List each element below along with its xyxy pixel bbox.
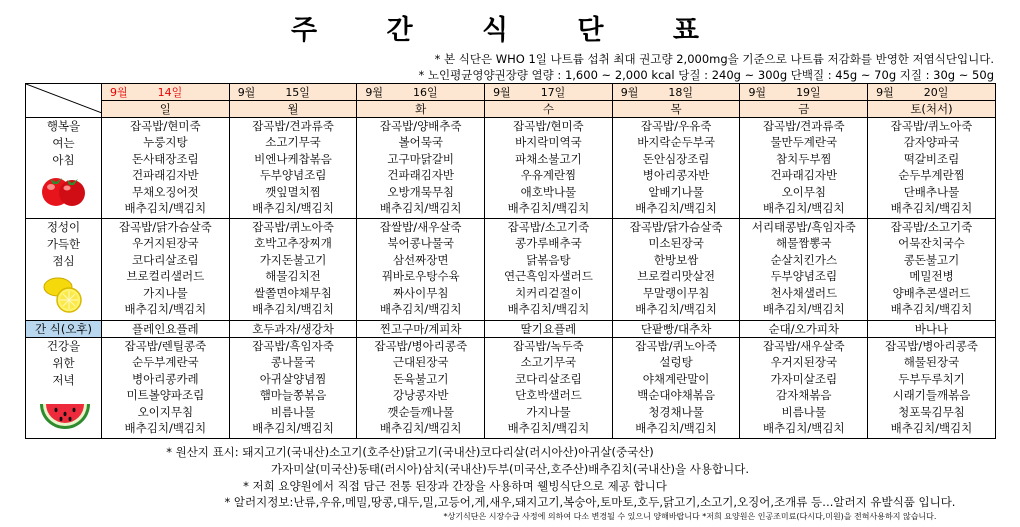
snack-thu: 단팥빵/대추차 — [612, 321, 740, 338]
weekday-sat: 토(처서) — [868, 101, 996, 118]
breakfast-thu: 잡곡밥/우유죽 바지락순두부국 돈안심장조림 병아리콩자반 알배기나물 배추김치/백김치 — [612, 118, 740, 219]
lunch-label: 정성이 가득한 점심 — [26, 219, 102, 321]
dinner-wed: 잡곡밥/녹두죽 소고기무국 코다리살조림 단호박샐러드 가지나물 배추김치/백김치 — [485, 338, 613, 439]
snack-tue: 찐고구마/계피차 — [357, 321, 485, 338]
page-title: 주 간 식 단 표 — [290, 15, 729, 46]
table-corner — [26, 84, 102, 118]
weekday-thu: 목 — [612, 101, 740, 118]
breakfast-mon: 잡곡밥/견과류죽 소고기무국 비엔나케찹볶음 두부양념조림 깻잎멸치찜 배추김치/백김치 — [229, 118, 357, 219]
breakfast-sun: 잡곡밥/현미죽 누룽지탕 돈사태장조림 건파래김자반 무채오징어젓 배추김치/백김치 — [102, 118, 230, 219]
snack-sat: 바나나 — [868, 321, 996, 338]
breakfast-row — [26, 118, 996, 219]
snack-mon: 호두과자/생강차 — [229, 321, 357, 338]
weekday-fri: 금 — [740, 101, 868, 118]
dinner-row — [26, 338, 996, 439]
breakfast-fri: 잡곡밥/견과류죽 물만두계란국 참치두부찜 건파래김자반 오이무침 배추김치/백김치 — [740, 118, 868, 219]
breakfast-tue: 잡곡밥/양배추죽 볼어묵국 고구마닭갈비 건파래김자반 오방개묵무침 배추김치/백김치 — [357, 118, 485, 219]
date-tue: 9월 16일 — [357, 84, 485, 101]
date-thu: 9월 18일 — [612, 84, 740, 101]
weekday-wed: 수 — [485, 101, 613, 118]
date-row — [26, 84, 996, 101]
snack-label: 간 식(오후) — [26, 321, 102, 338]
disclaimer-note: *상기식단은 시장수급 사정에 의하여 다소 변경될 수 있으니 양해바랍니다 *저희 요양원은 인공조미료(다시다,미원)을 전혀사용하지 않습니다. — [443, 512, 937, 521]
lunch-fri: 서리태콩밥/흑임자죽 해물짬뽕국 순살치킨가스 두부양념조림 천사채샐러드 배추김치/백김치 — [740, 219, 868, 321]
origin-note-cont: 가자미살(미국산)동태(러시아)삼치(국내산)두부(미국산,호주산)배추김치(국내산)을 사용합니다. — [271, 462, 749, 476]
lemon-icon — [36, 271, 92, 315]
date-sun: 9월 14일 — [102, 84, 230, 101]
breakfast-sat: 잡곡밥/퀴노아죽 감자양파국 떡갈비조림 순두부계란찜 단배추나물 배추김치/백김치 — [868, 118, 996, 219]
origin-note: * 원산지 표시: 돼지고기(국내산)소고기(호주산)닭고기(국내산)코다리살(러시아산)아귀살(중국산) — [166, 445, 654, 459]
lunch-mon: 잡곡밥/퀴노아죽 호박고추장찌개 가지돈불고기 해물김치전 쌀쫄면야채무침 배추김치/백김치 — [229, 219, 357, 321]
dinner-label: 건강을 위한 저녁 — [26, 338, 102, 439]
lunch-sun: 잡곡밥/닭가슴살죽 우거지된장국 코다리살조림 브로컬리샐러드 가지나물 배추김치/백김치 — [102, 219, 230, 321]
lunch-thu: 잡곡밥/닭가슴살죽 미소된장국 한방보쌈 브로컬리맛살전 무말랭이무침 배추김치/백김치 — [612, 219, 740, 321]
watermelon-icon — [36, 394, 94, 434]
corner-diagonal — [26, 84, 102, 113]
dinner-sat: 잡곡밥/병아리콩죽 해물된장국 두부두루치기 시래기들깨볶음 청포묵김무침 배추김치/백김치 — [868, 338, 996, 439]
lunch-row — [26, 219, 996, 321]
breakfast-label: 행복을 여는 아침 — [26, 118, 102, 219]
lunch-sat: 잡곡밥/소고기죽 어묵잔치국수 콩돈불고기 메밀전병 양배추콘샐러드 배추김치/백김치 — [868, 219, 996, 321]
date-wed: 9월 17일 — [485, 84, 613, 101]
date-mon: 9월 15일 — [229, 84, 357, 101]
breakfast-wed: 잡곡밥/현미죽 바지락미역국 파채소불고기 우유계란찜 애호박나물 배추김치/백김치 — [485, 118, 613, 219]
weekday-tue: 화 — [357, 101, 485, 118]
date-fri: 9월 19일 — [740, 84, 868, 101]
snack-sun: 플레인요플레 — [102, 321, 230, 338]
dinner-thu: 잡곡밥/퀴노아죽 설렁탕 야채계란말이 백순대야채볶음 청경채나물 배추김치/백김치 — [612, 338, 740, 439]
dinner-fri: 잡곡밥/새우살죽 우거지된장국 가자미살조림 감자채볶음 비름나물 배추김치/백김치 — [740, 338, 868, 439]
dinner-mon: 잡곡밥/흑임자죽 콩나물국 아귀살양념찜 햄마늘쫑볶음 비름나물 배추김치/백김치 — [229, 338, 357, 439]
nutrition-note: * 노인평균영양권장량 열량 : 1,600 ~ 2,000 kcal 당질 : 240g ~ 300g 단백질 : 45g ~ 70g 지질 : 30g ~ 50g — [418, 68, 994, 82]
weekday-sun: 일 — [102, 101, 230, 118]
lunch-tue: 잡쌀밥/새우살죽 북어콩나물국 삼선짜장면 꿔바로우탕수육 짜사이무침 배추김치/백김치 — [357, 219, 485, 321]
snack-row — [26, 321, 996, 338]
tomato-icon — [36, 170, 92, 210]
weekday-row — [26, 101, 996, 118]
dinner-sun: 잡곡밥/렌틸콩죽 순두부계란국 병아리콩카레 미트볼양파조림 오이지무침 배추김치/백김치 — [102, 338, 230, 439]
date-sat: 9월 20일 — [868, 84, 996, 101]
snack-wed: 딸기요플레 — [485, 321, 613, 338]
sauce-note: * 저희 요양원에서 직접 담근 전통 된장과 간장을 사용하며 웰빙식단으로 제공 합니다 — [243, 479, 667, 493]
sodium-note: * 본 식단은 WHO 1일 나트륨 섭취 최대 권고량 2,000mg을 기준으로 나트륨 저감화를 반영한 저염식단입니다. — [434, 52, 994, 66]
lunch-wed: 잡곡밥/소고기죽 콩가루배추국 닭볶음탕 연근흑임자샐러드 치커리겉절이 배추김치/백김치 — [485, 219, 613, 321]
weekday-mon: 월 — [229, 101, 357, 118]
snack-fri: 순대/오가피차 — [740, 321, 868, 338]
dinner-tue: 잡곡밥/병아리콩죽 근대된장국 돈육불고기 강낭콩자반 깻순들깨나물 배추김치/백김치 — [357, 338, 485, 439]
weekly-menu-table — [25, 83, 996, 439]
allergy-note: * 알러지정보:난류,우유,메밀,땅콩,대두,밀,고등어,게,새우,돼지고기,복숭아,토마토,호두,닭고기,소고기,오징어,조개류 등‥.알러지 유발식품 입니다. — [224, 495, 956, 509]
